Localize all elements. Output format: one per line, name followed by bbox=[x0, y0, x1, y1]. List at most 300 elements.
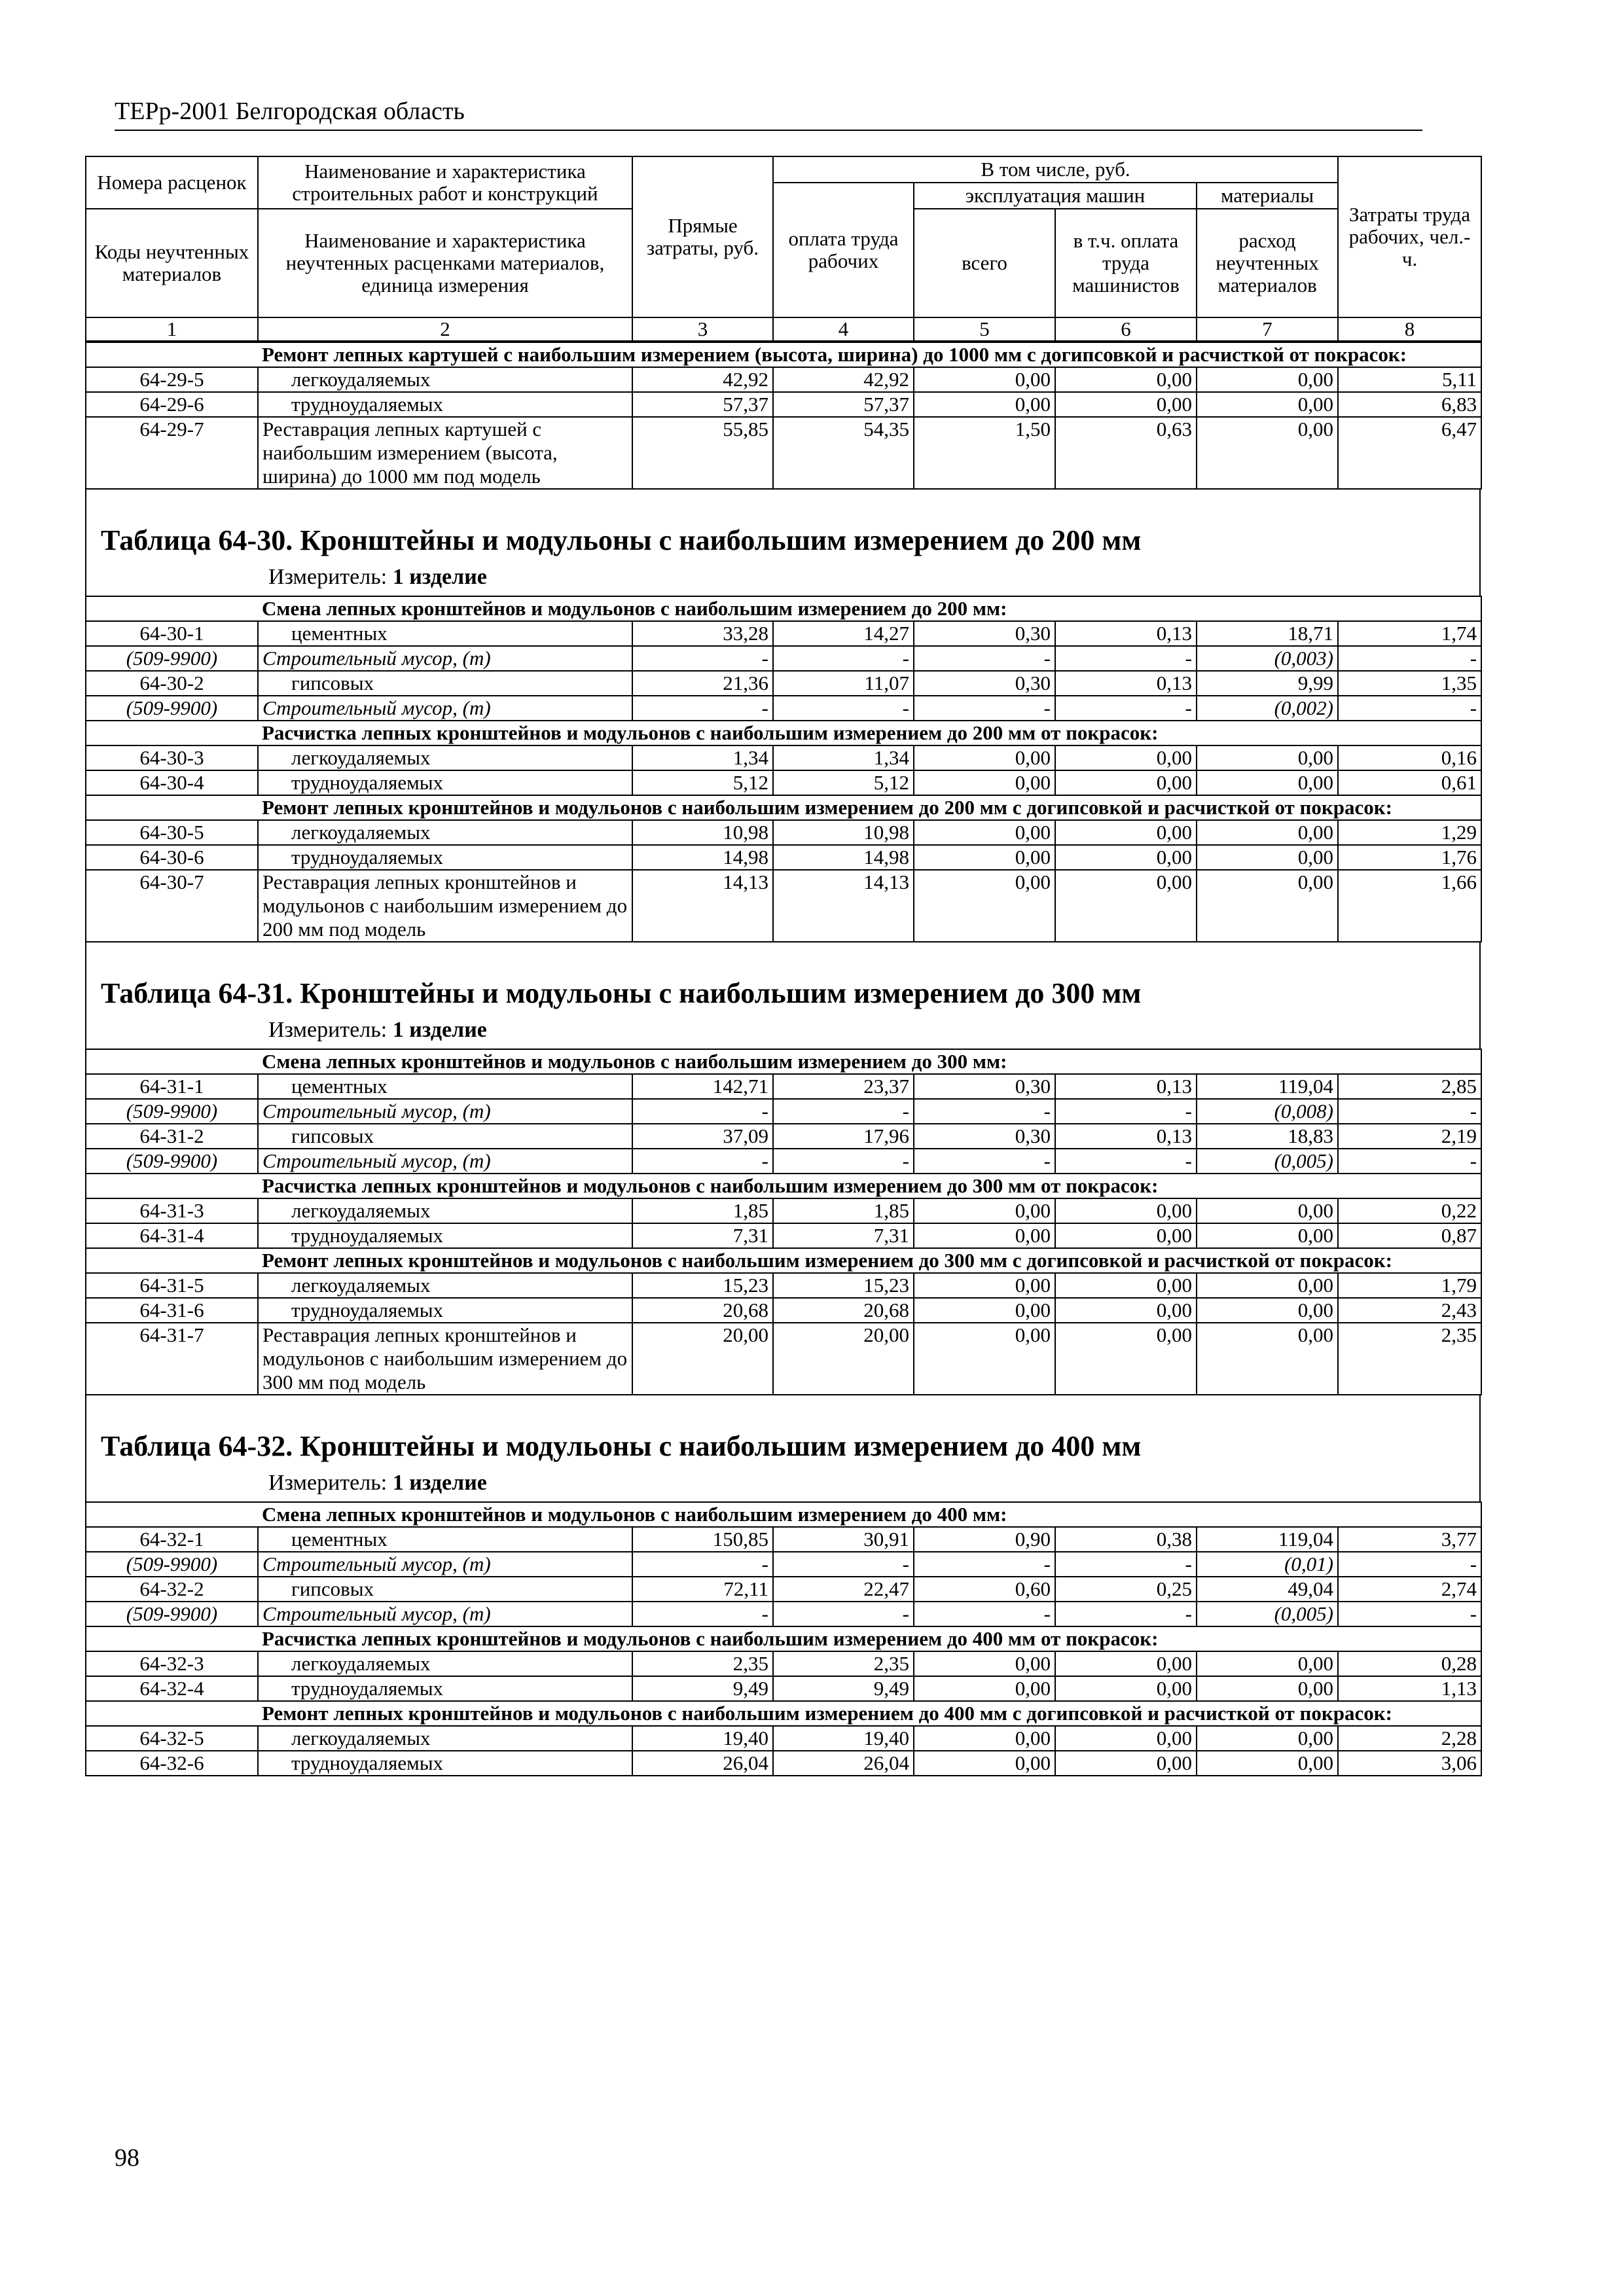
direct-cost: 14,13 bbox=[632, 870, 773, 942]
rate-code: 64-30-2 bbox=[86, 671, 258, 696]
machinists-pay: 0,00 bbox=[1055, 820, 1197, 845]
labor-hours: 0,87 bbox=[1338, 1223, 1481, 1248]
rate-code: 64-31-3 bbox=[86, 1198, 258, 1223]
materials-cost: 18,83 bbox=[1197, 1124, 1338, 1149]
materials-cost: 0,00 bbox=[1197, 870, 1338, 942]
machinists-pay: 0,00 bbox=[1055, 1651, 1197, 1676]
machinists-pay: 0,00 bbox=[1055, 1751, 1197, 1776]
material-consumption: (0,002) bbox=[1197, 696, 1338, 721]
rate-code: 64-32-1 bbox=[86, 1527, 258, 1552]
direct-cost: 19,40 bbox=[632, 1726, 773, 1751]
measure-line bbox=[86, 564, 1479, 596]
materials-cost: 0,00 bbox=[1197, 392, 1338, 417]
machines-total: 0,00 bbox=[914, 367, 1055, 392]
labor-hours: 2,28 bbox=[1338, 1726, 1481, 1751]
machinists-pay: 0,13 bbox=[1055, 1074, 1197, 1099]
machinists-pay: 0,00 bbox=[1055, 1298, 1197, 1323]
rate-name: трудноудаляемых bbox=[258, 1298, 632, 1323]
table-row bbox=[86, 1676, 1481, 1701]
table-row bbox=[86, 671, 1481, 696]
materials-cost: 0,00 bbox=[1197, 770, 1338, 795]
machines-total: 0,00 bbox=[914, 1726, 1055, 1751]
table-row bbox=[86, 870, 1481, 942]
page-number: 98 bbox=[115, 2144, 139, 2172]
col-number: 1 bbox=[86, 317, 258, 341]
rate-code: 64-30-6 bbox=[86, 845, 258, 870]
measure-value: 1 изделие bbox=[392, 1471, 487, 1495]
col2-header-top: Наименование и характеристика строительных работ и конструкций bbox=[258, 156, 632, 209]
machines-total: 0,00 bbox=[914, 392, 1055, 417]
rate-name: легкоудаляемых bbox=[258, 367, 632, 392]
machines-total: - bbox=[914, 1149, 1055, 1174]
materials-header: материалы bbox=[1197, 183, 1338, 209]
direct-cost: 7,31 bbox=[632, 1223, 773, 1248]
table-title: Таблица 64-31. Кронштейны и модульоны с наибольшим измерением до 300 мм bbox=[101, 977, 1142, 1009]
section-heading: Ремонт лепных картушей с наибольшим измерением (высота, ширина) до 1000 мм с догипсовкой и расчисткой от покрасок: bbox=[86, 342, 1481, 367]
table-row bbox=[86, 1124, 1481, 1149]
table-64-30-heading bbox=[85, 490, 1481, 596]
direct-cost: 150,85 bbox=[632, 1527, 773, 1552]
column-header-table bbox=[85, 156, 1482, 342]
machinists-pay: 0,00 bbox=[1055, 770, 1197, 795]
materials-cost: 18,71 bbox=[1197, 621, 1338, 646]
table-row bbox=[86, 1726, 1481, 1751]
materials-cost: 0,00 bbox=[1197, 1651, 1338, 1676]
direct-cost: - bbox=[632, 696, 773, 721]
rate-code: 64-31-6 bbox=[86, 1298, 258, 1323]
material-consumption: (0,008) bbox=[1197, 1099, 1338, 1124]
col1-header-top: Номера расценок bbox=[86, 156, 258, 209]
rate-code: 64-31-2 bbox=[86, 1124, 258, 1149]
labor-pay: - bbox=[773, 696, 914, 721]
direct-cost: 1,34 bbox=[632, 745, 773, 770]
table-title: Таблица 64-30. Кронштейны и модульоны с наибольшим измерением до 200 мм bbox=[101, 524, 1142, 556]
table-title: Таблица 64-32. Кронштейны и модульоны с наибольшим измерением до 400 мм bbox=[101, 1430, 1142, 1462]
labor-hours: 1,13 bbox=[1338, 1676, 1481, 1701]
labor-pay: 54,35 bbox=[773, 417, 914, 489]
labor-pay: 11,07 bbox=[773, 671, 914, 696]
labor-hours: 1,29 bbox=[1338, 820, 1481, 845]
section-heading: Ремонт лепных кронштейнов и модульонов с наибольшим измерением до 400 мм с догипсовкой и расчисткой от покрасок: bbox=[86, 1701, 1481, 1726]
labor-hours: 0,16 bbox=[1338, 745, 1481, 770]
direct-cost: 55,85 bbox=[632, 417, 773, 489]
machines-total: - bbox=[914, 1602, 1055, 1626]
labor-hours: 0,22 bbox=[1338, 1198, 1481, 1223]
labor-hours: 2,43 bbox=[1338, 1298, 1481, 1323]
labor-hours: 5,11 bbox=[1338, 367, 1481, 392]
labor-pay: 1,85 bbox=[773, 1198, 914, 1223]
table-row bbox=[86, 845, 1481, 870]
machinists-pay: 0,00 bbox=[1055, 392, 1197, 417]
materials-cost: 0,00 bbox=[1197, 1223, 1338, 1248]
materials-cost: 0,00 bbox=[1197, 1676, 1338, 1701]
rate-code: 64-31-7 bbox=[86, 1323, 258, 1395]
direct-cost: - bbox=[632, 1602, 773, 1626]
materials-cost: 0,00 bbox=[1197, 1198, 1338, 1223]
rate-code: 64-29-7 bbox=[86, 417, 258, 489]
measure-line bbox=[86, 1017, 1479, 1049]
rate-code: 64-32-5 bbox=[86, 1726, 258, 1751]
rate-code: 64-31-4 bbox=[86, 1223, 258, 1248]
material-row bbox=[86, 1099, 1481, 1124]
labor-pay: - bbox=[773, 1602, 914, 1626]
machines-total: 0,00 bbox=[914, 820, 1055, 845]
direct-cost: 5,12 bbox=[632, 770, 773, 795]
table-row bbox=[86, 392, 1481, 417]
labor-hours: 0,61 bbox=[1338, 770, 1481, 795]
machines-total: 0,90 bbox=[914, 1527, 1055, 1552]
rate-code: 64-30-3 bbox=[86, 745, 258, 770]
rate-name: Реставрация лепных кронштейнов и модульонов с наибольшим измерением до 200 мм под модель bbox=[258, 870, 632, 942]
measure-label: Измеритель: bbox=[268, 1018, 388, 1042]
machinists-pay: 0,13 bbox=[1055, 621, 1197, 646]
table-row bbox=[86, 417, 1481, 489]
machinists-pay: 0,00 bbox=[1055, 1676, 1197, 1701]
machines-total: - bbox=[914, 1099, 1055, 1124]
material-code: (509-9900) bbox=[86, 1149, 258, 1174]
labor-pay: 14,27 bbox=[773, 621, 914, 646]
direct-cost: 26,04 bbox=[632, 1751, 773, 1776]
materials-cost: 119,04 bbox=[1197, 1074, 1338, 1099]
machines-total: 0,00 bbox=[914, 870, 1055, 942]
material-consumption: (0,005) bbox=[1197, 1602, 1338, 1626]
material-code: (509-9900) bbox=[86, 1552, 258, 1577]
labor-hours: - bbox=[1338, 646, 1481, 671]
table-64-31-heading bbox=[85, 942, 1481, 1049]
rate-code: 64-30-5 bbox=[86, 820, 258, 845]
machines-total: 0,00 bbox=[914, 1298, 1055, 1323]
section-heading: Ремонт лепных кронштейнов и модульонов с наибольшим измерением до 200 мм с догипсовкой и расчисткой от покрасок: bbox=[86, 795, 1481, 820]
rate-name: трудноудаляемых bbox=[258, 1676, 632, 1701]
labor-hours: 1,74 bbox=[1338, 621, 1481, 646]
direct-cost: - bbox=[632, 1099, 773, 1124]
rate-code: 64-31-1 bbox=[86, 1074, 258, 1099]
machinists-pay: 0,38 bbox=[1055, 1527, 1197, 1552]
machinists-pay: - bbox=[1055, 646, 1197, 671]
machines-total: 0,00 bbox=[914, 770, 1055, 795]
materials-cost: 0,00 bbox=[1197, 367, 1338, 392]
machinists-pay: 0,00 bbox=[1055, 745, 1197, 770]
header-rule bbox=[115, 130, 1422, 131]
direct-cost: - bbox=[632, 646, 773, 671]
table-64-32-heading bbox=[85, 1395, 1481, 1501]
labor-pay: - bbox=[773, 646, 914, 671]
labor-pay: 7,31 bbox=[773, 1223, 914, 1248]
rate-name: трудноудаляемых bbox=[258, 1751, 632, 1776]
direct-cost: 42,92 bbox=[632, 367, 773, 392]
machinists-pay: 0,00 bbox=[1055, 1223, 1197, 1248]
labor-pay: 15,23 bbox=[773, 1273, 914, 1298]
material-code: (509-9900) bbox=[86, 646, 258, 671]
col3-header: Прямые затраты, руб. bbox=[632, 156, 773, 317]
machinists-pay: 0,00 bbox=[1055, 1323, 1197, 1395]
machinists-pay: 0,13 bbox=[1055, 1124, 1197, 1149]
machines-total: 0,00 bbox=[914, 1198, 1055, 1223]
direct-cost: - bbox=[632, 1149, 773, 1174]
section-heading: Смена лепных кронштейнов и модульонов с наибольшим измерением до 300 мм: bbox=[86, 1049, 1481, 1074]
measure-label: Измеритель: bbox=[268, 565, 388, 589]
materials-cost: 0,00 bbox=[1197, 1751, 1338, 1776]
page-header-title: ТЕРр-2001 Белгородская область bbox=[115, 98, 465, 125]
table-row bbox=[86, 1074, 1481, 1099]
rate-name: легкоудаляемых bbox=[258, 745, 632, 770]
labor-hours: 2,74 bbox=[1338, 1577, 1481, 1602]
labor-pay: - bbox=[773, 1149, 914, 1174]
labor-pay: 14,13 bbox=[773, 870, 914, 942]
material-name: Строительный мусор, (т) bbox=[258, 1552, 632, 1577]
machinists-pay: - bbox=[1055, 1552, 1197, 1577]
labor-hours: 1,76 bbox=[1338, 845, 1481, 870]
machinists-pay: - bbox=[1055, 1099, 1197, 1124]
rate-name: цементных bbox=[258, 1527, 632, 1552]
section-heading: Смена лепных кронштейнов и модульонов с наибольшим измерением до 400 мм: bbox=[86, 1502, 1481, 1527]
materials-cost: 9,99 bbox=[1197, 671, 1338, 696]
labor-pay: 26,04 bbox=[773, 1751, 914, 1776]
materials-cost: 49,04 bbox=[1197, 1577, 1338, 1602]
measure-line bbox=[86, 1470, 1479, 1501]
table-64-29-body bbox=[85, 342, 1482, 490]
direct-cost: 14,98 bbox=[632, 845, 773, 870]
direct-cost: 33,28 bbox=[632, 621, 773, 646]
labor-pay: 23,37 bbox=[773, 1074, 914, 1099]
material-name: Строительный мусор, (т) bbox=[258, 1099, 632, 1124]
machinists-pay: 0,00 bbox=[1055, 845, 1197, 870]
rate-code: 64-29-6 bbox=[86, 392, 258, 417]
direct-cost: 15,23 bbox=[632, 1273, 773, 1298]
direct-cost: 142,71 bbox=[632, 1074, 773, 1099]
labor-hours: 6,83 bbox=[1338, 392, 1481, 417]
section-heading: Смена лепных кронштейнов и модульонов с наибольшим измерением до 200 мм: bbox=[86, 596, 1481, 621]
machines-total: 1,50 bbox=[914, 417, 1055, 489]
labor-hours: 2,19 bbox=[1338, 1124, 1481, 1149]
col2-header-bottom: Наименование и характеристика неучтенных расценками материалов, единица измерения bbox=[258, 209, 632, 317]
rate-code: 64-30-4 bbox=[86, 770, 258, 795]
materials-cost: 0,00 bbox=[1197, 1298, 1338, 1323]
labor-hours: - bbox=[1338, 696, 1481, 721]
rate-name: Реставрация лепных картушей с наибольшим измерением (высота, ширина) до 1000 мм под модель bbox=[258, 417, 632, 489]
labor-pay: 57,37 bbox=[773, 392, 914, 417]
direct-cost: 1,85 bbox=[632, 1198, 773, 1223]
material-name: Строительный мусор, (т) bbox=[258, 1149, 632, 1174]
col-number: 7 bbox=[1197, 317, 1338, 341]
machines-header: эксплуатация машин bbox=[914, 183, 1197, 209]
machinists-pay: 0,00 bbox=[1055, 1198, 1197, 1223]
machines-total: 0,30 bbox=[914, 671, 1055, 696]
labor-pay: 5,12 bbox=[773, 770, 914, 795]
material-row bbox=[86, 696, 1481, 721]
rate-code: 64-32-6 bbox=[86, 1751, 258, 1776]
rate-code: 64-30-7 bbox=[86, 870, 258, 942]
rate-name: легкоудаляемых bbox=[258, 1198, 632, 1223]
table-64-32 bbox=[85, 1501, 1482, 1776]
table-row bbox=[86, 1751, 1481, 1776]
section-heading: Расчистка лепных кронштейнов и модульонов с наибольшим измерением до 400 мм от покрасок: bbox=[86, 1626, 1481, 1651]
col4-header: оплата труда рабочих bbox=[773, 183, 914, 317]
section-heading: Расчистка лепных кронштейнов и модульонов с наибольшим измерением до 200 мм от покрасок: bbox=[86, 721, 1481, 745]
rate-name: гипсовых bbox=[258, 1577, 632, 1602]
material-name: Строительный мусор, (т) bbox=[258, 1602, 632, 1626]
measure-value: 1 изделие bbox=[392, 565, 487, 589]
labor-hours: 3,77 bbox=[1338, 1527, 1481, 1552]
materials-cost: 0,00 bbox=[1197, 845, 1338, 870]
labor-pay: - bbox=[773, 1552, 914, 1577]
materials-cost: 119,04 bbox=[1197, 1527, 1338, 1552]
labor-pay: 9,49 bbox=[773, 1676, 914, 1701]
material-row bbox=[86, 1602, 1481, 1626]
labor-pay: 10,98 bbox=[773, 820, 914, 845]
direct-cost: 10,98 bbox=[632, 820, 773, 845]
direct-cost: 20,68 bbox=[632, 1298, 773, 1323]
material-consumption: (0,01) bbox=[1197, 1552, 1338, 1577]
materials-cost: 0,00 bbox=[1197, 745, 1338, 770]
labor-pay: 20,00 bbox=[773, 1323, 914, 1395]
machines-total: - bbox=[914, 1552, 1055, 1577]
machines-total: - bbox=[914, 646, 1055, 671]
labor-pay: 17,96 bbox=[773, 1124, 914, 1149]
table-64-30 bbox=[85, 596, 1482, 942]
col-number: 5 bbox=[914, 317, 1055, 341]
labor-hours: 1,79 bbox=[1338, 1273, 1481, 1298]
col7-header: расход неучтенных материалов bbox=[1197, 209, 1338, 317]
labor-pay: 30,91 bbox=[773, 1527, 914, 1552]
col-number: 8 bbox=[1338, 317, 1481, 341]
direct-cost: 57,37 bbox=[632, 392, 773, 417]
rate-name: цементных bbox=[258, 1074, 632, 1099]
group-header: В том числе, руб. bbox=[773, 156, 1338, 183]
rate-name: легкоудаляемых bbox=[258, 820, 632, 845]
table-row bbox=[86, 1273, 1481, 1298]
machines-total: 0,00 bbox=[914, 1676, 1055, 1701]
machinists-pay: - bbox=[1055, 1149, 1197, 1174]
section-heading: Расчистка лепных кронштейнов и модульонов с наибольшим измерением до 300 мм от покрасок: bbox=[86, 1174, 1481, 1198]
machines-total: 0,30 bbox=[914, 1074, 1055, 1099]
labor-pay: 14,98 bbox=[773, 845, 914, 870]
rate-code: 64-31-5 bbox=[86, 1273, 258, 1298]
machinists-pay: 0,00 bbox=[1055, 367, 1197, 392]
materials-cost: 0,00 bbox=[1197, 1323, 1338, 1395]
labor-hours: 0,28 bbox=[1338, 1651, 1481, 1676]
material-code: (509-9900) bbox=[86, 1099, 258, 1124]
labor-pay: 42,92 bbox=[773, 367, 914, 392]
rate-name: гипсовых bbox=[258, 1124, 632, 1149]
machines-total: 0,00 bbox=[914, 745, 1055, 770]
direct-cost: 9,49 bbox=[632, 1676, 773, 1701]
machinists-pay: 0,13 bbox=[1055, 671, 1197, 696]
labor-pay: 1,34 bbox=[773, 745, 914, 770]
rate-code: 64-32-3 bbox=[86, 1651, 258, 1676]
material-code: (509-9900) bbox=[86, 1602, 258, 1626]
measure-label: Измеритель: bbox=[268, 1471, 388, 1495]
material-code: (509-9900) bbox=[86, 696, 258, 721]
table-row bbox=[86, 1223, 1481, 1248]
machinists-pay: 0,00 bbox=[1055, 870, 1197, 942]
labor-hours: - bbox=[1338, 1149, 1481, 1174]
rate-name: легкоудаляемых bbox=[258, 1726, 632, 1751]
labor-pay: 19,40 bbox=[773, 1726, 914, 1751]
rate-code: 64-30-1 bbox=[86, 621, 258, 646]
table-row bbox=[86, 770, 1481, 795]
table-row bbox=[86, 820, 1481, 845]
rate-name: трудноудаляемых bbox=[258, 770, 632, 795]
rate-code: 64-32-4 bbox=[86, 1676, 258, 1701]
machines-total: - bbox=[914, 696, 1055, 721]
direct-cost: 2,35 bbox=[632, 1651, 773, 1676]
rate-code: 64-32-2 bbox=[86, 1577, 258, 1602]
labor-hours: 1,66 bbox=[1338, 870, 1481, 942]
materials-cost: 0,00 bbox=[1197, 820, 1338, 845]
machines-total: 0,60 bbox=[914, 1577, 1055, 1602]
col8-header: Затраты труда рабочих, чел.-ч. bbox=[1338, 156, 1481, 317]
rate-name: трудноудаляемых bbox=[258, 845, 632, 870]
table-row bbox=[86, 1198, 1481, 1223]
table-row bbox=[86, 1577, 1481, 1602]
machines-total: 0,30 bbox=[914, 1124, 1055, 1149]
materials-cost: 0,00 bbox=[1197, 1273, 1338, 1298]
labor-pay: 22,47 bbox=[773, 1577, 914, 1602]
labor-pay: 20,68 bbox=[773, 1298, 914, 1323]
rate-name: трудноудаляемых bbox=[258, 1223, 632, 1248]
col5-header: всего bbox=[914, 209, 1055, 317]
rate-name: легкоудаляемых bbox=[258, 1651, 632, 1676]
labor-hours: 1,35 bbox=[1338, 671, 1481, 696]
rate-name: трудноудаляемых bbox=[258, 392, 632, 417]
materials-cost: 0,00 bbox=[1197, 417, 1338, 489]
table-row bbox=[86, 1527, 1481, 1552]
machinists-pay: 0,00 bbox=[1055, 1273, 1197, 1298]
col-number: 3 bbox=[632, 317, 773, 341]
material-name: Строительный мусор, (т) bbox=[258, 646, 632, 671]
rate-name: гипсовых bbox=[258, 671, 632, 696]
labor-hours: 3,06 bbox=[1338, 1751, 1481, 1776]
machinists-pay: 0,00 bbox=[1055, 1726, 1197, 1751]
labor-hours: 2,35 bbox=[1338, 1323, 1481, 1395]
machines-total: 0,00 bbox=[914, 1273, 1055, 1298]
col-number: 4 bbox=[773, 317, 914, 341]
labor-hours: 6,47 bbox=[1338, 417, 1481, 489]
labor-hours: 2,85 bbox=[1338, 1074, 1481, 1099]
table-row bbox=[86, 1298, 1481, 1323]
material-row bbox=[86, 646, 1481, 671]
col-number: 6 bbox=[1055, 317, 1197, 341]
direct-cost: - bbox=[632, 1552, 773, 1577]
direct-cost: 72,11 bbox=[632, 1577, 773, 1602]
machines-total: 0,30 bbox=[914, 621, 1055, 646]
table-row bbox=[86, 1651, 1481, 1676]
rate-name: легкоудаляемых bbox=[258, 1273, 632, 1298]
machines-total: 0,00 bbox=[914, 1223, 1055, 1248]
machines-total: 0,00 bbox=[914, 1751, 1055, 1776]
machines-total: 0,00 bbox=[914, 1651, 1055, 1676]
col6-header: в т.ч. оплата труда машинистов bbox=[1055, 209, 1197, 317]
labor-hours: - bbox=[1338, 1552, 1481, 1577]
material-consumption: (0,003) bbox=[1197, 646, 1338, 671]
machinists-pay: - bbox=[1055, 1602, 1197, 1626]
labor-hours: - bbox=[1338, 1602, 1481, 1626]
table-64-31 bbox=[85, 1049, 1482, 1395]
direct-cost: 37,09 bbox=[632, 1124, 773, 1149]
col1-header-bottom: Коды неучтенных материалов bbox=[86, 209, 258, 317]
labor-hours: - bbox=[1338, 1099, 1481, 1124]
rates-table-frame bbox=[85, 156, 1481, 1776]
machinists-pay: 0,25 bbox=[1055, 1577, 1197, 1602]
rate-name: цементных bbox=[258, 621, 632, 646]
col-number: 2 bbox=[258, 317, 632, 341]
rate-name: Реставрация лепных кронштейнов и модульонов с наибольшим измерением до 300 мм под модель bbox=[258, 1323, 632, 1395]
labor-pay: 2,35 bbox=[773, 1651, 914, 1676]
material-consumption: (0,005) bbox=[1197, 1149, 1338, 1174]
material-row bbox=[86, 1149, 1481, 1174]
table-row bbox=[86, 1323, 1481, 1395]
